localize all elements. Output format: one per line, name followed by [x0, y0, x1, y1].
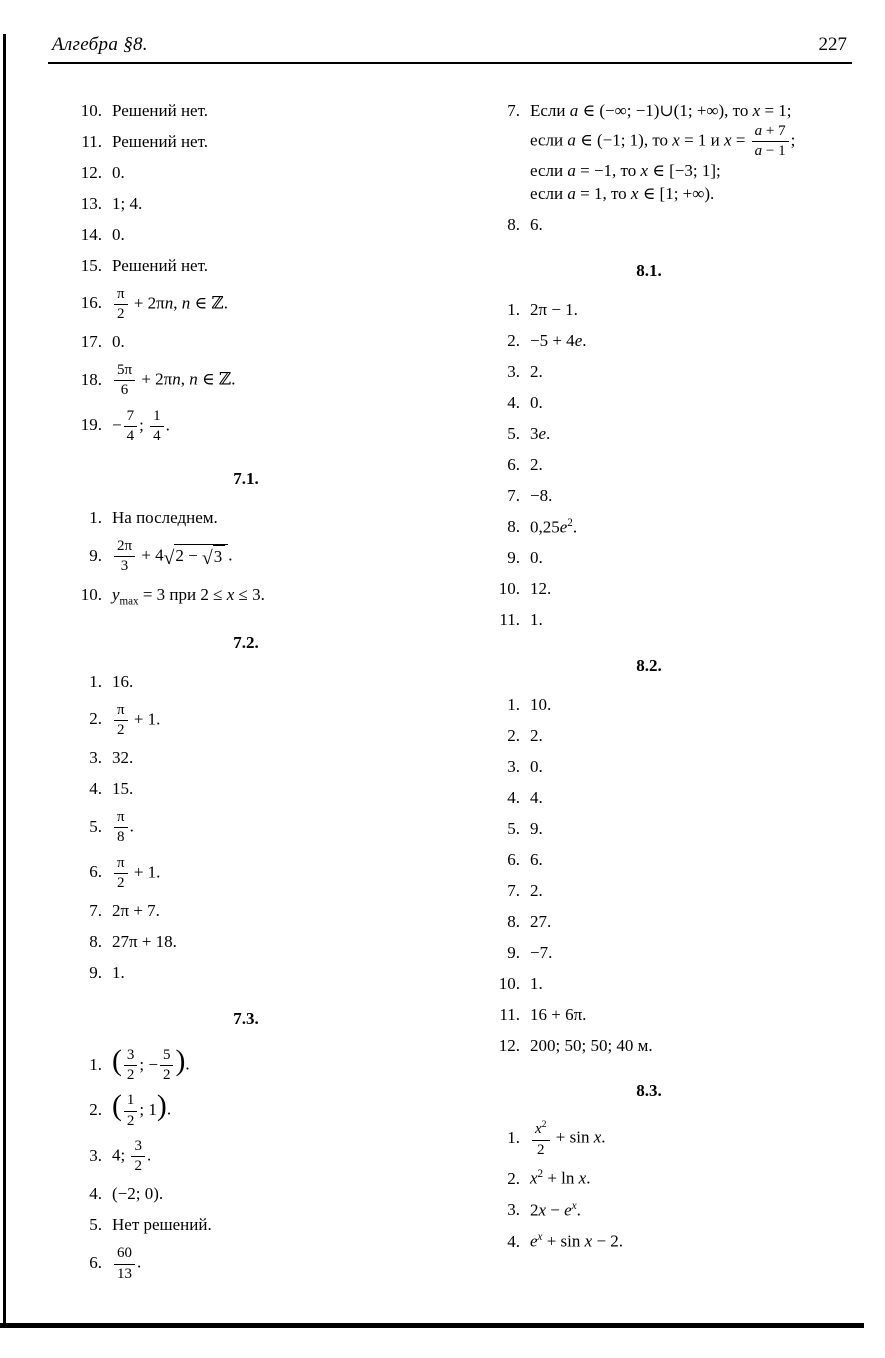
item-answer: −7.	[530, 942, 553, 962]
answer-item	[484, 361, 876, 384]
page-header	[52, 34, 847, 56]
answer-item	[484, 1119, 876, 1159]
item-number: 1.	[507, 1128, 520, 1148]
header-rule	[48, 62, 852, 64]
answer-item	[484, 1004, 876, 1027]
item-number: 5.	[507, 424, 520, 443]
item-answer: 16.	[112, 671, 134, 691]
answer-item	[66, 1245, 426, 1283]
item-number: 15.	[80, 255, 102, 275]
item-answer: 0.	[530, 757, 543, 777]
item-answer: 16 + 6π.	[530, 1004, 587, 1024]
answer-item	[66, 1183, 426, 1206]
answer-item	[66, 162, 426, 185]
item-answer: 2.	[530, 362, 543, 382]
item-answer: 9.	[530, 818, 543, 838]
scan-edge-left	[3, 34, 6, 1326]
item-answer: 3e.	[530, 424, 551, 443]
fraction: $\frac{60}{13}$	[114, 1245, 135, 1283]
item-answer: $\frac{\pi}{2}$ + 1.	[112, 702, 160, 740]
item-number: 4.	[507, 788, 520, 808]
answer-item	[484, 547, 876, 570]
answer-item	[484, 423, 876, 446]
answer-item	[66, 100, 426, 123]
fraction: $\frac{x^2}{2}$	[532, 1119, 550, 1159]
item-number: 7.	[507, 880, 520, 900]
answer-item	[484, 330, 876, 353]
item-number: 4.	[507, 393, 520, 413]
answer-item	[484, 609, 876, 632]
answer-item	[66, 193, 426, 216]
fraction: $\frac{1}{2}$	[124, 1092, 138, 1130]
answer-item	[66, 1214, 426, 1237]
item-number: 4.	[89, 779, 102, 799]
section-heading: 7.1.	[233, 469, 259, 489]
item-answer: $\frac{\pi}{8}$ .	[112, 809, 134, 847]
answer-item	[66, 1043, 426, 1085]
item-answer: 1.	[530, 973, 543, 993]
section-heading: 8.3.	[636, 1081, 662, 1101]
scan-edge-bottom	[0, 1323, 864, 1328]
fraction: $\frac{1}{4}$	[150, 408, 164, 446]
answer-item	[66, 1089, 426, 1130]
item-number: 1.	[507, 695, 520, 715]
fraction: $\frac{\pi}{2}$	[114, 855, 128, 893]
item-answer: 0.	[112, 332, 125, 352]
item-answer: − $\frac{7}{4}$ ; $\frac{1}{4}$ .	[112, 407, 170, 444]
answer-item	[66, 538, 426, 576]
answer-item	[66, 855, 426, 893]
item-answer: 6.	[530, 849, 543, 869]
item-number: 2.	[507, 1168, 520, 1188]
answer-item	[484, 1230, 876, 1254]
item-answer: Решений нет.	[112, 101, 208, 120]
section-heading: 7.3.	[233, 1008, 259, 1028]
item-number: 4.	[89, 1184, 102, 1204]
square-root: √ 3	[202, 545, 225, 569]
fraction: $\frac{5\pi}{6}$	[114, 362, 135, 400]
answer-item	[484, 756, 876, 779]
item-answer: $\frac{2\pi}{3}$ + 4 √ 2 − √ 3 .	[112, 538, 232, 576]
item-answer: 4; $\frac{3}{2}$ .	[112, 1137, 152, 1175]
fraction: $\frac{7}{4}$	[124, 408, 138, 446]
item-number: 12.	[80, 162, 102, 182]
answer-item	[66, 224, 426, 247]
item-answer: $e^x + \sin x - 2$.	[530, 1231, 624, 1251]
item-number: 2.	[507, 726, 520, 746]
answer-item	[66, 962, 426, 985]
answer-item	[484, 911, 876, 934]
item-answer: 10.	[530, 695, 552, 715]
item-answer: ( $\frac{1}{2}$ ; 1).	[112, 1089, 172, 1129]
answer-item	[484, 485, 876, 508]
item-answer: 2π + 7.	[112, 901, 160, 921]
item-number: 7.	[507, 101, 520, 120]
item-answer: ( $\frac{3}{2}$ ; − $\frac{5}{2}$ ).	[112, 1043, 190, 1084]
item-answer: $\frac{5\pi}{6}$ + 2πn, n ∈ ℤ.	[112, 362, 236, 400]
item-number: 2.	[89, 1100, 102, 1120]
item-answer: 0.	[530, 548, 543, 568]
item-answer: 200; 50; 50; 40 м.	[530, 1035, 653, 1055]
item-number: 10.	[498, 579, 520, 599]
section-heading: 8.1.	[636, 261, 662, 281]
item-number: 6.	[507, 454, 520, 474]
answer-item	[66, 778, 426, 801]
item-answer: −8.	[530, 485, 553, 505]
fraction: $\frac{3}{2}$	[131, 1138, 145, 1176]
item-answer: 2.	[530, 880, 543, 900]
item-answer: 1.	[112, 962, 125, 982]
item-number: 6.	[507, 849, 520, 869]
item-number: 1.	[89, 1054, 102, 1074]
answer-item	[66, 255, 426, 278]
item-answer: −5 + 4e.	[530, 331, 587, 351]
item-number: 5.	[507, 818, 520, 838]
item-number: 1.	[89, 508, 102, 528]
item-number: 12.	[498, 1035, 520, 1055]
item-number: 6.	[89, 1252, 102, 1272]
running-title: Алгебра §8.	[52, 34, 148, 55]
fraction: $\frac{2\pi}{3}$	[114, 538, 135, 576]
section-heading: 8.2.	[636, 656, 662, 676]
answer-item	[66, 702, 426, 740]
item-answer: Нет решений.	[112, 1215, 212, 1235]
page-number: 227	[818, 34, 847, 55]
item-answer: $2x - e^x$.	[530, 1199, 581, 1220]
item-number: 3.	[89, 1145, 102, 1165]
item-answer: 2.	[530, 454, 543, 474]
item-number: 9.	[507, 942, 520, 962]
answer-item	[66, 507, 426, 530]
item-number: 9.	[89, 962, 102, 982]
item-answer: 2.	[530, 726, 543, 746]
item-number: 4.	[507, 1231, 520, 1251]
item-number: 3.	[507, 757, 520, 777]
item-answer: $0,25e^2$.	[530, 516, 578, 537]
fraction: $\frac{a + 7}{a - 1}$	[752, 123, 789, 161]
item-number: 10.	[80, 584, 102, 604]
item-number: 7.	[507, 485, 520, 505]
item-number: 8.	[507, 911, 520, 931]
item-answer: Решений нет.	[112, 255, 208, 275]
answer-item	[66, 331, 426, 354]
answer-item	[484, 1035, 876, 1058]
item-number: 10.	[498, 973, 520, 993]
section-heading: 7.2.	[233, 632, 259, 652]
item-number: 8.	[507, 517, 520, 537]
answer-item	[484, 214, 876, 237]
fraction: $\frac{5}{2}$	[160, 1047, 174, 1085]
item-number: 9.	[89, 545, 102, 565]
item-number: 19.	[80, 415, 102, 435]
answer-item	[66, 809, 426, 847]
item-answer: 4.	[530, 788, 543, 808]
item-number: 10.	[80, 101, 102, 120]
answer-item	[484, 849, 876, 872]
item-answer: 27.	[530, 911, 552, 931]
item-answer: 27π + 18.	[112, 932, 177, 952]
item-answer: (−2; 0).	[112, 1184, 164, 1204]
answer-item	[484, 100, 876, 206]
item-answer: 2π − 1.	[530, 300, 578, 320]
item-number: 11.	[499, 1004, 520, 1024]
item-answer: 12.	[530, 579, 552, 599]
answer-item	[66, 900, 426, 923]
answer-item	[66, 286, 426, 324]
fraction: $\frac{\pi}{8}$	[114, 809, 128, 847]
fraction: $\frac{\pi}{2}$	[114, 702, 128, 740]
item-answer: 1; 4.	[112, 193, 143, 213]
item-number: 3.	[89, 748, 102, 768]
answers-content	[66, 100, 876, 1291]
answer-item	[484, 1167, 876, 1191]
answer-item	[66, 931, 426, 954]
item-answer: $\frac{\pi}{2}$ + 1.	[112, 855, 160, 893]
item-answer: $y_{max} = 3$ при 2 ≤ x ≤ 3.	[112, 584, 265, 607]
item-answer: На последнем.	[112, 508, 218, 528]
answer-item	[484, 392, 876, 415]
answer-item	[484, 942, 876, 965]
fraction: $\frac{3}{2}$	[124, 1047, 138, 1085]
answer-item	[484, 880, 876, 903]
item-number: 2.	[507, 331, 520, 351]
item-answer: 32.	[112, 748, 134, 768]
answer-item	[484, 694, 876, 717]
answer-item	[66, 584, 426, 609]
item-number: 1.	[89, 671, 102, 691]
item-answer: Если a ∈ (−∞; −1)∪(1; +∞), то x = 1; если a ∈ (−1; 1), то x = 1 и x = $\frac{a + 7}{a - 1}$ ; если a = −1, то x ∈ [−3; 1]; если a = 1, то x ∈ [1; +∞).	[530, 101, 796, 204]
item-number: 9.	[507, 548, 520, 568]
item-number: 5.	[89, 816, 102, 836]
item-number: 5.	[89, 1215, 102, 1235]
square-root: √ 2 − √ 3	[164, 544, 229, 569]
answer-item	[66, 131, 426, 154]
answer-item	[484, 516, 876, 540]
item-answer: Решений нет.	[112, 131, 208, 151]
item-number: 3.	[507, 362, 520, 382]
answer-item	[484, 787, 876, 810]
answer-item	[484, 578, 876, 601]
item-answer: 6.	[530, 215, 543, 235]
answer-item	[66, 362, 426, 400]
item-number: 8.	[507, 215, 520, 235]
item-number: 14.	[80, 224, 102, 244]
answer-item	[66, 747, 426, 770]
item-number: 6.	[89, 862, 102, 882]
answers-column-right	[484, 100, 876, 1291]
fraction: $\frac{\pi}{2}$	[114, 286, 128, 324]
item-number: 16.	[80, 293, 102, 313]
answer-item	[66, 408, 426, 446]
answer-item	[484, 1199, 876, 1223]
item-answer: $\frac{x^2}{2}$ + sin x.	[530, 1119, 606, 1159]
item-number: 7.	[89, 901, 102, 921]
item-answer: $\frac{\pi}{2}$ + 2πn, n ∈ ℤ.	[112, 286, 228, 324]
answer-item	[484, 454, 876, 477]
item-number: 11.	[81, 131, 102, 151]
item-number: 17.	[80, 332, 102, 352]
item-answer: 0.	[112, 224, 125, 244]
item-number: 1.	[507, 300, 520, 320]
item-number: 18.	[80, 369, 102, 389]
item-answer: $\frac{60}{13}$ .	[112, 1245, 141, 1283]
answer-item	[484, 725, 876, 748]
item-number: 8.	[89, 932, 102, 952]
item-answer: 15.	[112, 779, 134, 799]
item-number: 2.	[89, 709, 102, 729]
answer-item	[484, 818, 876, 841]
answer-item	[484, 973, 876, 996]
item-answer: $x^2 + \ln x$.	[530, 1167, 591, 1188]
item-answer: 0.	[112, 162, 125, 182]
item-number: 3.	[507, 1200, 520, 1220]
answer-item	[66, 671, 426, 694]
answers-column-left	[66, 100, 426, 1291]
answer-item	[484, 299, 876, 322]
item-answer: 1.	[530, 610, 543, 630]
answer-item	[66, 1138, 426, 1176]
item-number: 11.	[499, 610, 520, 630]
item-answer: 0.	[530, 393, 543, 413]
item-number: 13.	[80, 193, 102, 213]
